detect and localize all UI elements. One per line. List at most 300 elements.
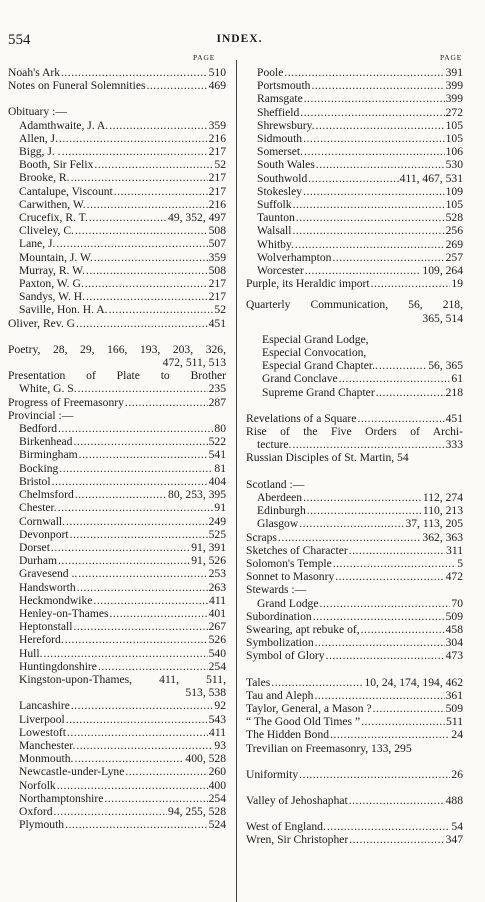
leader-dots: [146, 79, 208, 92]
index-section-heading: Obituary :—: [8, 105, 67, 119]
index-entry-pages: 254: [208, 659, 226, 673]
leader-dots: [319, 597, 451, 610]
index-entry-pages: 26: [451, 767, 463, 781]
index-entry: [246, 715, 463, 728]
leader-dots: [55, 237, 207, 250]
index-entry: Especial Convocation,: [262, 346, 367, 360]
index-entry-text: Tau and Aleph: [246, 688, 314, 702]
index-entry-pages: 217: [208, 145, 226, 159]
index-entry-pages: 472: [445, 570, 463, 584]
index-entry: [8, 317, 226, 330]
index-entry-text: Sheffield: [257, 105, 300, 119]
index-entry-text: Monmouth.: [19, 752, 74, 766]
leader-dots: [329, 728, 450, 741]
index-entry-pages: 451: [445, 411, 463, 425]
index-entry-text: Noah's Ark: [8, 66, 61, 79]
index-entry-pages: 91, 526: [191, 554, 226, 568]
index-entry-pages: 522: [208, 435, 226, 449]
index-entry-pages: 93: [214, 738, 226, 752]
index-entry-text: Bigg, J. .: [19, 145, 61, 159]
index-entry-text: Shrewsbury.: [257, 118, 315, 132]
index-entry: [8, 673, 226, 699]
page-number: 554: [8, 32, 31, 48]
index-entry: [246, 106, 463, 119]
index-entry-pages: 105: [445, 132, 463, 146]
index-entry-text: Taylor, General, a Mason ?: [246, 701, 372, 715]
leader-dots: [312, 610, 445, 623]
leader-dots: [56, 779, 208, 792]
index-entry-text: Cantalupe, Viscount: [19, 184, 113, 198]
leader-dots: [57, 554, 190, 567]
index-entry-text: South Wales: [257, 158, 315, 172]
index-entry-text: Sandys, W. H.: [19, 290, 86, 304]
leader-dots: [306, 504, 422, 517]
leader-dots: [313, 689, 444, 702]
index-entry-pages: 257: [445, 250, 463, 264]
index-entry-text: “ The Good Old Times ”: [246, 715, 361, 729]
index-entry: [246, 298, 463, 324]
index-entry-pages: 80, 253, 395: [168, 488, 226, 502]
index-entry-text: Saville, Hon. H. A.: [19, 303, 108, 317]
index-entry-pages: 509: [445, 609, 463, 623]
index-entry-text: Progress of Freemasonry: [8, 395, 124, 409]
index-entry-pages: 404: [208, 474, 226, 488]
index-entry: [8, 647, 226, 660]
leader-dots: [108, 119, 207, 132]
index-entry-text: Sidmouth: [257, 132, 303, 146]
index-column-left: [8, 66, 226, 831]
spacer: [246, 781, 463, 794]
index-entry-text: West of England.: [246, 820, 326, 834]
index-entry: [246, 702, 463, 715]
index-entry: [246, 119, 463, 132]
index-entry-text: Lancashire: [19, 699, 70, 713]
index-entry-pages: 411, 467, 531: [399, 171, 463, 185]
page-column-label-right: PAGE: [440, 53, 463, 62]
index-entry-pages: 216: [208, 197, 226, 211]
index-entry-text: Allen, J.: [19, 131, 58, 145]
index-entry: [8, 805, 226, 818]
index-entry-pages: 451: [208, 316, 226, 330]
leader-dots: [113, 185, 208, 198]
leader-dots: [314, 636, 445, 649]
index-entry-text: Paxton, W. G.: [19, 277, 84, 291]
index-entry-pages: 359: [208, 250, 226, 264]
index-entry: [246, 623, 463, 636]
index-entry-text: Lowestoft: [19, 725, 67, 739]
index-entry: [8, 607, 226, 620]
index-entry-text: Huntingdonshire: [19, 659, 97, 673]
index-entry: [8, 594, 226, 607]
index-entry: [8, 699, 226, 712]
leader-dots: [277, 531, 422, 544]
leader-dots: [51, 475, 208, 488]
index-entry-text: Hereford.: [19, 633, 64, 647]
index-entry-text: Suffolk: [257, 198, 292, 212]
index-entry-pages: 260: [208, 765, 226, 779]
index-entry-pages: 269: [445, 237, 463, 251]
index-entry-pages: 49, 352, 497: [168, 211, 226, 225]
index-entry-text: Kingston-upon-Thames, 411, 511,: [19, 672, 226, 686]
index-entry-pages: 235: [208, 382, 226, 396]
index-entry-pages: 287: [208, 395, 226, 409]
leader-dots: [360, 623, 445, 636]
index-entry-pages: 52: [214, 158, 226, 172]
index-entry-pages: 399: [445, 92, 463, 106]
leader-dots: [291, 224, 444, 237]
index-entry-text: Bedford: [19, 422, 57, 436]
page-header: [8, 32, 471, 48]
index-entry-text: Chelmsford: [19, 488, 74, 502]
leader-dots: [124, 765, 207, 778]
index-entry-text: Oliver, Rev. G: [8, 316, 76, 330]
leader-dots: [73, 752, 184, 765]
index-entry: [8, 567, 226, 580]
index-entry-text: Gravesend ..: [19, 567, 78, 581]
index-entry: Russian Disciples of St. Martin, 54: [246, 451, 409, 465]
index-entry-pages: 311: [446, 543, 463, 557]
index-entry-text: Cornwall.: [19, 514, 66, 528]
index-entry-pages: 510: [208, 66, 226, 79]
index-entry: [8, 448, 226, 461]
index-entry-text: Chester.: [19, 501, 57, 515]
index-entry-text: The Hidden Bond: [246, 728, 330, 742]
leader-dots: [303, 92, 445, 105]
leader-dots: [76, 581, 208, 594]
index-entry: [8, 198, 226, 211]
leader-dots: [66, 726, 208, 739]
index-entry-text: Cliveley, C.: [19, 224, 74, 238]
index-entry: [246, 636, 463, 649]
index-entry: [246, 372, 463, 385]
index-entry-pages: 19: [451, 277, 463, 291]
leader-dots: [338, 372, 451, 385]
leader-dots: [69, 528, 208, 541]
index-entry: [8, 528, 226, 541]
index-entry-text: Wren, Sir Christopher: [246, 833, 349, 847]
index-entry-pages: 541: [208, 448, 226, 462]
leader-dots: [326, 820, 451, 833]
index-entry-pages: 304: [445, 636, 463, 650]
index-entry-pages: 525: [208, 527, 226, 541]
index-entry: [8, 581, 226, 594]
leader-dots: [360, 715, 445, 728]
index-entry: [8, 224, 226, 237]
spacer: [246, 807, 463, 820]
index-entry-text: Worcester: [257, 264, 304, 278]
index-entry-pages: 5: [457, 556, 463, 570]
leader-dots: [84, 277, 208, 290]
index-entry: [246, 610, 463, 623]
spacer: [246, 399, 463, 412]
index-entry-pages: 458: [445, 622, 463, 636]
index-entry: [8, 739, 226, 752]
spacer: [8, 330, 226, 343]
index-entry: [246, 833, 463, 846]
index-entry-text: Hull.: [19, 646, 43, 660]
leader-dots: [57, 501, 214, 514]
leader-dots: [103, 792, 207, 805]
spacer: [246, 290, 463, 298]
column-divider: [236, 60, 237, 902]
index-entry-pages: 513, 538: [185, 686, 226, 700]
index-entry-pages: 359: [208, 118, 226, 132]
index-entry-text: Uniformity: [246, 767, 299, 781]
spacer: [8, 92, 226, 105]
index-entry-pages: 56, 365: [428, 359, 463, 373]
index-entry-text: Bristol: [19, 474, 51, 488]
index-entry-text: Northamptonshire: [19, 791, 104, 805]
index-entry-pages: 399: [445, 79, 463, 93]
index-entry-pages: 54: [451, 820, 463, 834]
leader-dots: [72, 620, 207, 633]
index-entry-pages: 511: [446, 715, 463, 729]
index-entry-pages: 249: [208, 514, 226, 528]
index-entry: [8, 515, 226, 528]
leader-dots: [93, 251, 208, 264]
index-entry-text: Wolverhampton: [257, 250, 332, 264]
index-entry: [8, 79, 226, 92]
index-entry-pages: 347: [445, 833, 463, 847]
index-entry-text: Symbol of Glory: [246, 649, 325, 663]
index-entry: [8, 765, 226, 778]
index-entry-text: Murray, R. W.: [19, 263, 85, 277]
index-entry-text: Newcastle-under-Lyne: [19, 765, 125, 779]
index-entry-text: Norfolk: [19, 778, 56, 792]
index-entry-pages: 333: [445, 438, 463, 452]
page-title: INDEX.: [216, 33, 263, 45]
index-entry: [8, 251, 226, 264]
index-entry-text: tecture.: [257, 438, 292, 452]
leader-dots: [75, 317, 208, 330]
leader-dots: [85, 264, 208, 277]
leader-dots: [315, 158, 445, 171]
spacer: [246, 663, 463, 676]
leader-dots: [65, 515, 208, 528]
index-entry-pages: 507: [208, 237, 226, 251]
leader-dots: [315, 119, 445, 132]
index-entry-text: Southwold: [257, 171, 308, 185]
index-entry-pages: 109: [445, 184, 463, 198]
leader-dots: [77, 382, 208, 395]
index-entry-pages: 543: [208, 712, 226, 726]
index-entry-text: Liverpool: [19, 712, 65, 726]
index-entry-pages: 94, 255, 528: [168, 804, 226, 818]
leader-dots: [97, 660, 208, 673]
index-entry: [246, 386, 463, 399]
index-entry-pages: 216: [208, 131, 226, 145]
index-entry-text: Taunton: [257, 211, 295, 225]
index-entry-text: Swearing, apt rebuke of,: [246, 622, 360, 636]
spacer: [246, 465, 463, 478]
index-entry-pages: 109, 264: [422, 264, 463, 278]
index-entry-pages: 526: [208, 633, 226, 647]
index-entry: Presentation of Plate to Brother: [8, 369, 226, 383]
index-entry-pages: 256: [445, 224, 463, 238]
leader-dots: [298, 768, 450, 781]
index-entry: [246, 132, 463, 145]
index-entry-pages: 411: [209, 593, 226, 607]
index-entry: [8, 264, 226, 277]
index-entry-pages: 91: [214, 501, 226, 515]
index-entry-pages: 70: [451, 596, 463, 610]
leader-dots: [356, 412, 444, 425]
index-entry-pages: 217: [208, 290, 226, 304]
leader-dots: [85, 290, 208, 303]
index-entry: [246, 531, 463, 544]
index-entry: [246, 517, 463, 530]
index-entry-text: Durham: [19, 554, 57, 568]
leader-dots: [283, 66, 444, 79]
index-entry-text: Somerset.: [257, 145, 304, 159]
leader-dots: [292, 198, 445, 211]
leader-dots: [64, 633, 208, 646]
leader-dots: [294, 238, 445, 251]
leader-dots: [310, 79, 444, 92]
index-entry-text: Crucefix, R. T.: [19, 211, 88, 225]
index-entry-pages: 469: [208, 79, 226, 93]
index-entry-text: Handsworth: [19, 580, 76, 594]
index-entry: [8, 488, 226, 501]
leader-dots: [331, 251, 444, 264]
index-entry-text: Brooke, R.: [19, 171, 70, 185]
index-entry-pages: 365, 514: [422, 311, 463, 325]
index-entry-text: Lane, J.: [19, 237, 56, 251]
index-entry: Trevilian on Freemasonry, 133, 295: [246, 741, 412, 755]
index-entry: [8, 422, 226, 435]
index-entry: [8, 818, 226, 831]
leader-dots: [75, 739, 213, 752]
index-entry-text: Plymouth: [19, 818, 65, 832]
index-entry: [8, 237, 226, 250]
leader-dots: [378, 359, 427, 372]
index-entry: [8, 633, 226, 646]
leader-dots: [74, 488, 167, 501]
index-entry-text: Sonnet to Masonry: [246, 570, 335, 584]
index-entry-pages: 361: [445, 688, 463, 702]
index-entry: [8, 343, 226, 369]
page-column-label-left: PAGE: [193, 53, 216, 62]
index-entry: [246, 92, 463, 105]
index-entry: [8, 554, 226, 567]
index-entry-pages: 509: [445, 701, 463, 715]
leader-dots: [299, 106, 444, 119]
index-entry-text: Heckmondwike: [19, 593, 93, 607]
leader-dots: [295, 211, 445, 224]
index-entry-pages: 272: [445, 105, 463, 119]
leader-dots: [348, 833, 444, 846]
index-entry: [8, 185, 226, 198]
index-entry-pages: 508: [208, 224, 226, 238]
index-entry: [246, 66, 463, 79]
leader-dots: [88, 211, 167, 224]
index-entry-text: Birmingham: [19, 448, 78, 462]
index-entry-pages: 528: [445, 211, 463, 225]
index-entry-text: Booth, Sir Felix: [19, 158, 94, 172]
index-entry-text: Grand Lodge: [257, 596, 319, 610]
index-entry-text: Mountain, J. W.: [19, 250, 93, 264]
leader-dots: [302, 491, 422, 504]
index-entry: [246, 359, 463, 372]
index-entry-pages: 217: [208, 277, 226, 291]
index-entry: [8, 382, 226, 395]
index-entry-pages: 263: [208, 580, 226, 594]
leader-dots: [302, 132, 445, 145]
index-entry: [8, 541, 226, 554]
index-entry-text: Oxford: [19, 804, 53, 818]
index-entry: [8, 290, 226, 303]
index-entry-pages: 106: [445, 145, 463, 159]
index-entry-text: White, G. S.: [19, 382, 77, 396]
leader-dots: [124, 396, 208, 409]
leader-dots: [72, 435, 207, 448]
leader-dots: [70, 171, 208, 184]
index-entry: [8, 132, 226, 145]
index-entry-pages: 362, 363: [422, 530, 463, 544]
leader-dots: [291, 438, 444, 451]
index-entry-text: Grand Conclave: [262, 372, 338, 386]
index-entry-text: Notes on Funeral Solemnities: [8, 79, 146, 93]
index-entry-text: Bocking: [19, 461, 59, 475]
index-entry-text: Supreme Grand Chapter: [262, 385, 375, 399]
leader-dots: [78, 448, 208, 461]
index-entry-pages: 80: [214, 422, 226, 436]
index-entry-text: Manchester.: [19, 738, 76, 752]
index-entry-pages: 391: [445, 66, 463, 79]
leader-dots: [58, 462, 213, 475]
index-entry-text: Scraps: [246, 530, 277, 544]
index-entry-text: Whitby.: [257, 237, 294, 251]
index-entry-pages: 254: [208, 791, 226, 805]
index-entry-pages: 217: [208, 184, 226, 198]
index-entry: [246, 238, 463, 251]
index-entry-pages: 105: [445, 198, 463, 212]
index-entry: [246, 224, 463, 237]
index-entry-pages: 110, 213: [422, 504, 463, 518]
index-section-heading: Provincial :—: [8, 408, 74, 422]
index-entry-pages: 217: [208, 171, 226, 185]
index-entry: Rise of the Five Orders of Archi-: [246, 425, 463, 439]
index-entry: [246, 491, 463, 504]
leader-dots: [372, 702, 445, 715]
leader-dots: [77, 567, 207, 580]
index-entry: [246, 172, 463, 185]
index-entry-text: Sketches of Character: [246, 543, 348, 557]
leader-dots: [375, 386, 445, 399]
index-entry-pages: 508: [208, 263, 226, 277]
index-entry: [8, 211, 226, 224]
index-entry-pages: 61: [451, 372, 463, 386]
index-entry: [246, 251, 463, 264]
index-entry: [8, 462, 226, 475]
index-entry: [8, 779, 226, 792]
leader-dots: [334, 570, 444, 583]
index-entry-pages: 524: [208, 818, 226, 832]
index-entry-pages: 37, 113, 205: [405, 517, 463, 531]
index-entry: [246, 570, 463, 583]
index-entry-pages: 400, 528: [185, 752, 226, 766]
index-entry-pages: 112, 274: [422, 490, 463, 504]
index-entry-pages: 401: [208, 606, 226, 620]
leader-dots: [298, 517, 404, 530]
index-entry: [246, 820, 463, 833]
index-entry-text: Aberdeen: [257, 490, 303, 504]
index-entry: [8, 303, 226, 316]
index-entry-text: Symbolization: [246, 636, 314, 650]
leader-dots: [57, 422, 213, 435]
index-entry-text: Poetry, 28, 29, 166, 193, 203, 326,: [8, 342, 226, 356]
leader-dots: [270, 676, 363, 689]
